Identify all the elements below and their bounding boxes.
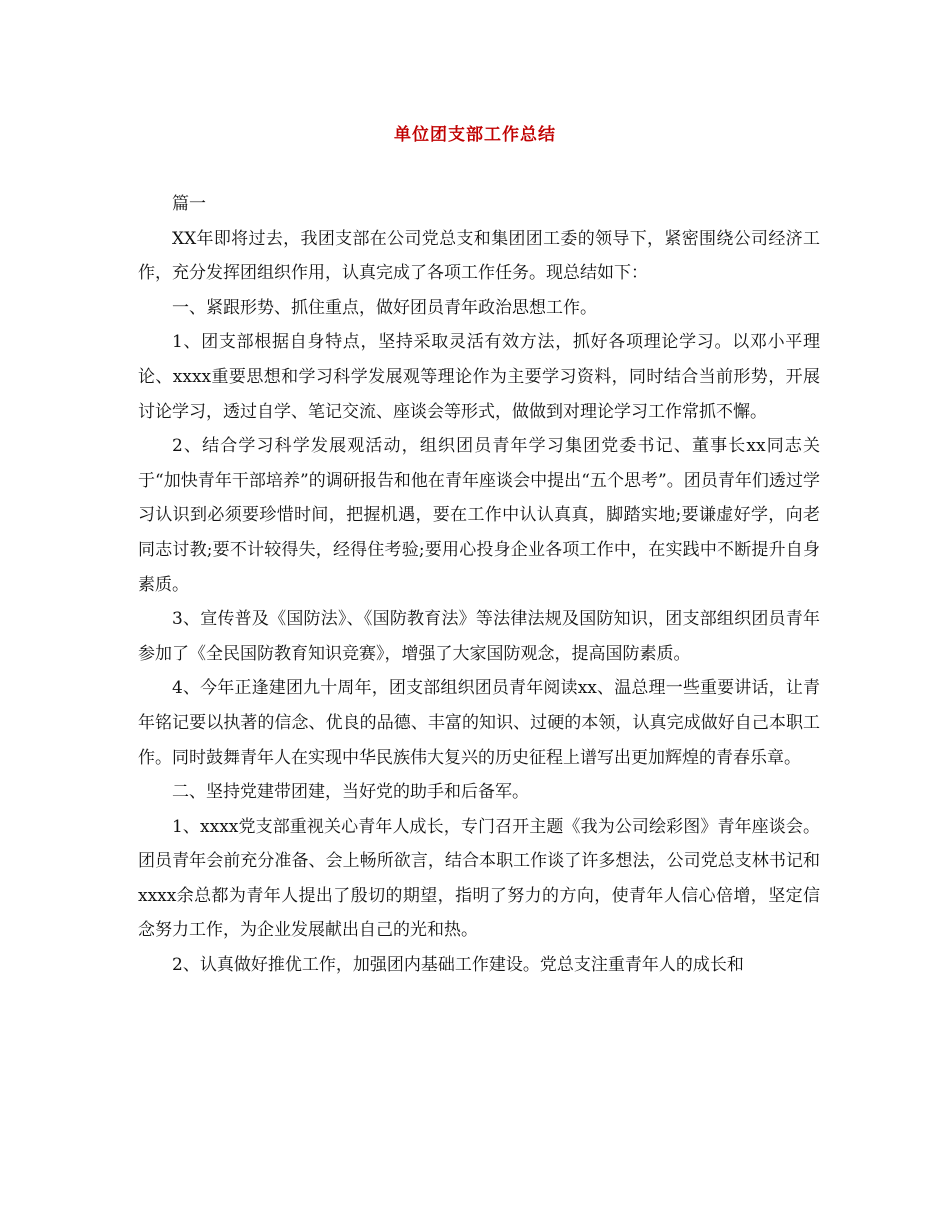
paragraph-item-2-2: 2、认真做好推优工作，加强团内基础工作建设。党总支注重青年人的成长和 — [172, 955, 744, 976]
intro-paragraph: XX年即将过去，我团支部在公司党总支和集团团工委的领导下，紧密围绕公司经济工作，充分发挥团组织作用，认真完成了各项工作任务。现总结如下： — [138, 228, 820, 284]
paragraph-item-2-1: 1、xxxx党支部重视关心青年人成长，专门召开主题《我为公司绘彩图》青年座谈会。团员青年会前充分准备、会上畅所欲言，结合本职工作谈了许多想法，公司党总支林书记和xxxx余总都为青年人提出了殷切的期望，指明了努力的方向，使青年人信心倍增，坚定信念努力工作，为企业发展献出自己的光和热。 — [138, 816, 820, 941]
document-body — [138, 187, 820, 983]
paragraph-item-1-4: 4、今年正逢建团九十周年，团支部组织团员青年阅读xx、温总理一些重要讲话，让青年铭记要以执著的信念、优良的品德、丰富的知识、过硬的本领，认真完成做好自己本职工作。同时鼓舞青年人在实现中华民族伟大复兴的历史征程上谱写出更加辉煌的青春乐章。 — [138, 678, 820, 768]
section-heading-part-one: 篇一 — [172, 194, 206, 214]
paragraph-item-1-3: 3、宣传普及《国防法》、《国防教育法》等法律法规及国防知识，团支部组织团员青年参加了《全民国防教育知识竞赛》，增强了大家国防观念，提高国防素质。 — [138, 609, 820, 664]
document-title: 单位团支部工作总结 — [394, 125, 556, 145]
paragraph-item-1-1: 1、团支部根据自身特点，坚持采取灵活有效方法，抓好各项理论学习。以邓小平理论、xxxx重要思想和学习科学发展观等理论作为主要学习资料，同时结合当前形势，开展讨论学习，透过自学、笔记交流、座谈会等形式，做做到对理论学习工作常抓不懈。 — [138, 332, 820, 422]
paragraph-item-1-2: 2、结合学习科学发展观活动，组织团员青年学习集团党委书记、董事长xx同志关于“加快青年干部培养”的调研报告和他在青年座谈会中提出“五个思考”。团员青年们透过学习认识到必须要珍惜时间，把握机遇，要在工作中认认真真，脚踏实地;要谦虚好学，向老同志讨教;要不计较得失，经得住考验;要用心投身企业各项工作中，在实践中不断提升自身素质。 — [138, 436, 820, 595]
section-heading-one: 一、紧跟形势、抓住重点，做好团员青年政治思想工作。 — [172, 297, 597, 318]
section-heading-two: 二、坚持党建带团建，当好党的助手和后备军。 — [172, 782, 529, 803]
